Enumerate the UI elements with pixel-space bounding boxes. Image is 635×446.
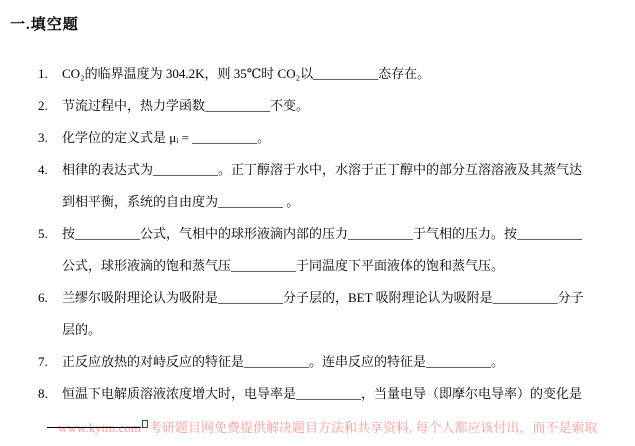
strikethrough-line [47, 427, 58, 428]
question-line: 层的。 [62, 322, 102, 337]
question-line: 正反应放热的对峙反应的特征是__________。连串反应的特征是__________。 [62, 354, 505, 369]
question-number: 2. [38, 98, 48, 113]
question-line: 到相平衡，系统的自由度为__________ 。 [62, 194, 300, 209]
footer-domain-link[interactable]: www.kytm.com [58, 420, 141, 435]
question-line: 化学位的定义式是 μᵢ = __________。 [62, 130, 271, 145]
question-number: 8. [38, 386, 48, 401]
question-item-5 [38, 218, 627, 282]
question-item-1 [38, 58, 627, 90]
question-list [38, 58, 627, 410]
footer-text: 考研题目网免费提供解决题目方法和共享资料, 每个人都应该付出，而不是索取 [148, 420, 598, 435]
question-number: 1. [38, 66, 48, 81]
question-line: 按__________公式，气相中的球形液滴内部的压力__________于气相的压力。按__________ [62, 226, 583, 241]
question-item-2 [38, 90, 627, 122]
question-item-7 [38, 346, 627, 378]
question-number: 3. [38, 130, 48, 145]
question-line: 恒温下电解质溶液浓度增大时，电导率是__________，当量电导（即摩尔电导率）的变化是 [62, 386, 583, 401]
question-line: 相律的表达式为__________。正丁醇溶于水中，水溶于正丁醇中的部分互溶溶液及其蒸气达 [62, 162, 583, 177]
question-line: 公式，球形液滴的饱和蒸气压__________于同温度下平面液体的饱和蒸气压。 [62, 258, 505, 273]
question-number: 7. [38, 354, 48, 369]
question-item-6 [38, 282, 627, 346]
question-item-8 [38, 378, 627, 410]
section-title: 一.填空题 [10, 17, 79, 33]
question-number: 6. [38, 290, 48, 305]
footer-watermark [47, 420, 597, 436]
question-number: 5. [38, 226, 48, 241]
question-number: 4. [38, 162, 48, 177]
question-item-4 [38, 154, 627, 218]
missing-glyph-box [142, 420, 148, 428]
question-line: CO₂的临界温度为 304.2K，则 35℃时 CO₂以__________态存在。 [62, 66, 431, 81]
question-line: 节流过程中，热力学函数__________不变。 [62, 98, 310, 113]
question-item-3 [38, 122, 627, 154]
question-line: 兰缪尔吸附理论认为吸附是__________分子层的，BET 吸附理论认为吸附是__________分子 [62, 290, 584, 305]
